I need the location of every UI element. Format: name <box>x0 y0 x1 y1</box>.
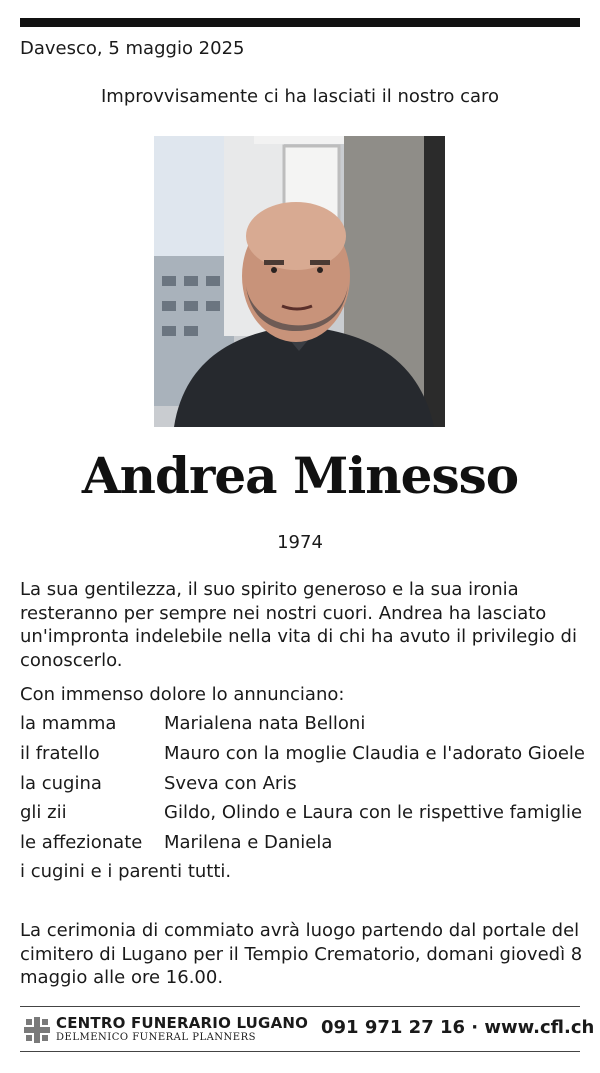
relative-role: il fratello <box>20 743 100 764</box>
relative-names: Gildo, Olindo e Laura con le rispettive famiglie <box>164 802 583 823</box>
portrait-photo <box>154 136 445 427</box>
funeral-home-subtitle: DELMENICO FUNERAL PLANNERS <box>56 1032 256 1043</box>
birth-year: 1974 <box>277 532 323 553</box>
cross-logo-icon <box>24 1017 50 1043</box>
ceremony-paragraph: La cerimonia di commiato avrà luogo partendo dal portale del cimitero di Lugano per il Tempio Crematorio, domani giovedì 8 maggio alle ore 16.00. <box>20 920 583 988</box>
relative-role: la mamma <box>20 713 117 734</box>
footer-bottom-rule <box>20 1051 580 1052</box>
contact-line: 091 971 27 16 · www.cfl.ch <box>321 1017 595 1038</box>
top-black-bar <box>20 18 580 27</box>
funeral-home-name: CENTRO FUNERARIO LUGANO <box>56 1014 309 1032</box>
footer-top-rule <box>20 1006 580 1007</box>
relative-names: Marilena e Daniela <box>164 832 333 853</box>
relative-names: Mauro con la moglie Claudia e l'adorato Gioele <box>164 743 586 764</box>
closing-line: i cugini e i parenti tutti. <box>20 861 232 882</box>
place-date: Davesco, 5 maggio 2025 <box>20 38 245 59</box>
relative-role: la cugina <box>20 773 102 794</box>
announcement-heading: Con immenso dolore lo annunciano: <box>20 684 345 705</box>
relative-names: Sveva con Aris <box>164 773 297 794</box>
relative-role: gli zii <box>20 802 67 823</box>
tribute-paragraph: La sua gentilezza, il suo spirito generoso e la sua ironia resteranno per sempre nei nostri cuori. Andrea ha lasciato un'impronta indelebile nella vita di chi ha avuto il privilegio di conoscerlo. <box>20 579 577 671</box>
relative-names: Marialena nata Belloni <box>164 713 366 734</box>
intro-line: Improvvisamente ci ha lasciati il nostro caro <box>100 86 500 107</box>
portrait-illustration <box>154 136 445 427</box>
deceased-name: Andrea Minesso <box>81 446 519 505</box>
relative-role: le affezionate <box>20 832 143 853</box>
